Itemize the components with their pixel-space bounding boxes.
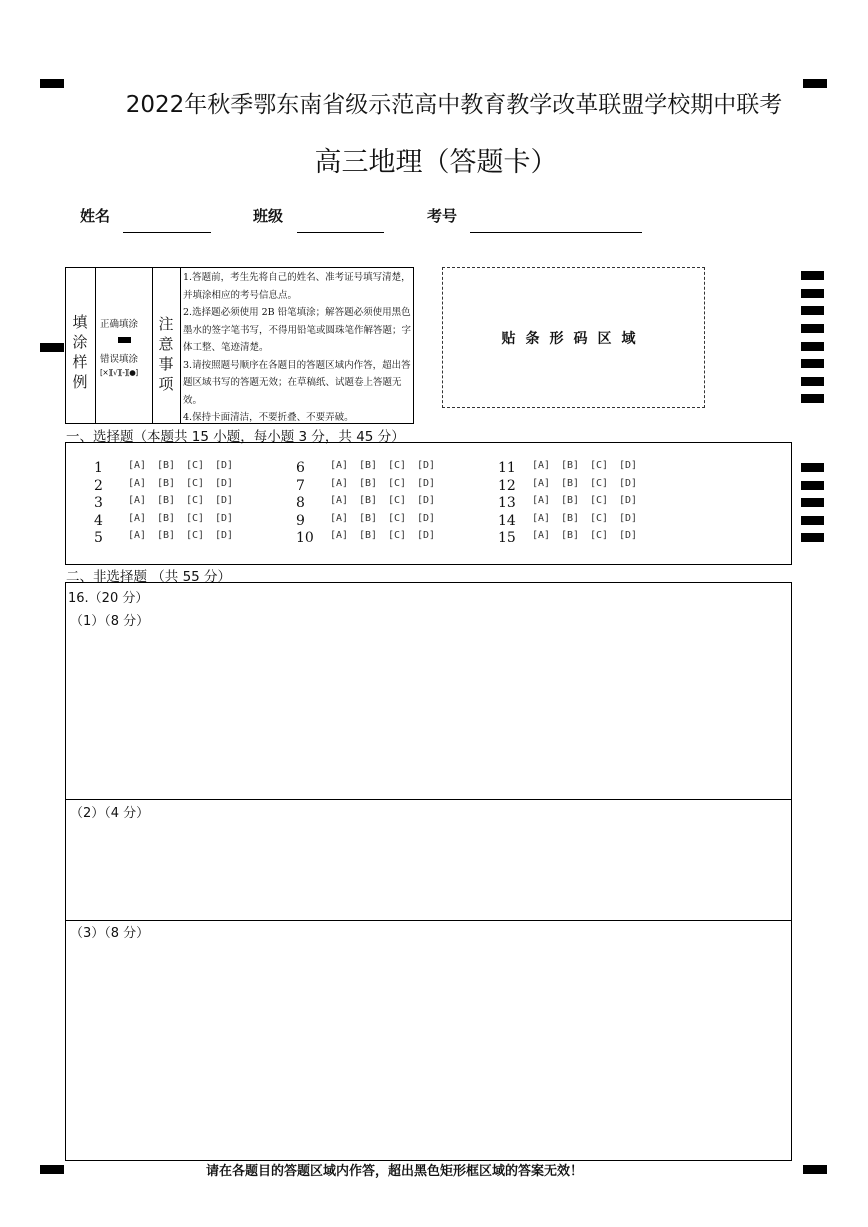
- option-bubble-a[interactable]: [A]: [532, 530, 551, 541]
- choice-question-row: [94, 530, 294, 546]
- option-bubble-b[interactable]: [B]: [359, 478, 378, 489]
- option-bubble-c[interactable]: [C]: [388, 513, 407, 524]
- notice-item: 3.请按照题号顺序在各题目的答题区域内作答，超出答题区域书写的答题无效；在草稿纸、试题卷上答题无效。: [183, 359, 411, 406]
- question-number: 6: [296, 460, 305, 476]
- option-bubble-d[interactable]: [D]: [417, 513, 436, 524]
- choice-question-row: [498, 513, 698, 529]
- part-2-label: （2）（4 分）: [70, 806, 150, 821]
- option-bubble-a[interactable]: [A]: [330, 513, 349, 524]
- choice-question-row: [296, 495, 496, 511]
- exam-no-label: 考号: [427, 207, 458, 225]
- notice-item: 2.选择题必须使用 2B 铅笔填涂；解答题必须使用黑色墨水的签字笔书写，不得用铅笔或圆珠笔作解答题；字体工整、笔迹清楚。: [183, 307, 412, 353]
- question-number: 9: [296, 513, 305, 529]
- timing-mark: [801, 516, 824, 525]
- option-bubble-c[interactable]: [C]: [590, 513, 609, 524]
- question-number: 14: [498, 513, 516, 529]
- timing-mark: [801, 394, 824, 403]
- correct-fill-label: 正确填涂: [100, 319, 139, 330]
- fill-example-cell: [96, 268, 153, 423]
- timing-mark: [801, 481, 824, 490]
- option-bubble-d[interactable]: [D]: [215, 530, 234, 541]
- option-bubble-c[interactable]: [C]: [388, 530, 407, 541]
- question-number: 13: [498, 495, 516, 511]
- choice-question-row: [498, 478, 698, 494]
- timing-mark: [801, 306, 824, 315]
- option-bubble-a[interactable]: [A]: [128, 513, 147, 524]
- option-bubble-b[interactable]: [B]: [359, 513, 378, 524]
- question-number: 15: [498, 530, 516, 546]
- option-bubble-b[interactable]: [B]: [359, 460, 378, 471]
- option-bubble-a[interactable]: [A]: [330, 460, 349, 471]
- timing-mark: [801, 533, 824, 542]
- answer-area-part-2[interactable]: [66, 800, 791, 921]
- option-bubble-a[interactable]: [A]: [532, 460, 551, 471]
- choice-question-row: [94, 460, 294, 476]
- option-bubble-a[interactable]: [A]: [532, 478, 551, 489]
- choice-question-row: [498, 460, 698, 476]
- timing-mark: [803, 1165, 827, 1174]
- exam-no-field[interactable]: [470, 232, 642, 233]
- option-bubble-c[interactable]: [C]: [590, 460, 609, 471]
- question-number: 10: [296, 530, 314, 546]
- option-bubble-a[interactable]: [A]: [330, 478, 349, 489]
- option-bubble-b[interactable]: [B]: [157, 530, 176, 541]
- timing-mark: [40, 1165, 64, 1174]
- question-number: 4: [94, 513, 103, 529]
- answer-area-part-3[interactable]: [66, 921, 791, 1160]
- choice-question-row: [94, 495, 294, 511]
- name-field[interactable]: [123, 232, 211, 233]
- option-bubble-d[interactable]: [D]: [619, 495, 638, 506]
- notice-heading: 注意事项: [158, 315, 174, 393]
- open-answer-box: [65, 582, 792, 1161]
- option-bubble-d[interactable]: [D]: [619, 530, 638, 541]
- option-bubble-a[interactable]: [A]: [128, 478, 147, 489]
- choice-question-row: [296, 478, 496, 494]
- option-bubble-d[interactable]: [D]: [215, 513, 234, 524]
- correct-fill-sample: [118, 337, 131, 343]
- option-bubble-d[interactable]: [D]: [417, 495, 436, 506]
- question-16-label: 16.（20 分）: [68, 591, 149, 606]
- option-bubble-a[interactable]: [A]: [330, 530, 349, 541]
- option-bubble-c[interactable]: [C]: [186, 495, 205, 506]
- choice-question-row: [498, 530, 698, 546]
- option-bubble-a[interactable]: [A]: [128, 495, 147, 506]
- option-bubble-b[interactable]: [B]: [157, 495, 176, 506]
- wrong-fill-label: 错误填涂: [100, 354, 139, 365]
- question-number: 7: [296, 478, 305, 494]
- notice-item: 1.答题前，考生先将自己的姓名、准考证号填写清楚，并填涂相应的考号信息点。: [183, 272, 411, 301]
- option-bubble-d[interactable]: [D]: [619, 478, 638, 489]
- option-bubble-c[interactable]: [C]: [388, 478, 407, 489]
- option-bubble-d[interactable]: [D]: [417, 530, 436, 541]
- choice-question-row: [296, 530, 496, 546]
- notice-item: 4.保持卡面清洁，不要折叠、不要弄破。: [183, 412, 354, 423]
- choice-question-row: [296, 513, 496, 529]
- timing-mark: [801, 271, 824, 280]
- notice-heading-cell: [153, 268, 181, 423]
- part-1-label: （1）（8 分）: [70, 614, 150, 629]
- question-number: 2: [94, 478, 103, 494]
- option-bubble-b[interactable]: [B]: [359, 495, 378, 506]
- choice-question-row: [94, 513, 294, 529]
- option-bubble-d[interactable]: [D]: [215, 478, 234, 489]
- barcode-label: 贴条形码区域: [501, 330, 646, 347]
- option-bubble-d[interactable]: [D]: [417, 460, 436, 471]
- option-bubble-c[interactable]: [C]: [590, 530, 609, 541]
- option-bubble-b[interactable]: [B]: [561, 513, 580, 524]
- wrong-fill-samples: [×][√][-][●]: [100, 368, 138, 377]
- timing-mark: [801, 359, 824, 368]
- option-bubble-b[interactable]: [B]: [561, 478, 580, 489]
- section1-title: 一、选择题（本题共 15 小题，每小题 3 分，共 45 分）: [66, 429, 405, 445]
- question-number: 12: [498, 478, 516, 494]
- answer-sheet-title: 高三地理（答题卡）: [314, 147, 558, 178]
- notice-text: [183, 269, 413, 427]
- fill-example-heading-cell: [66, 268, 96, 423]
- option-bubble-a[interactable]: [A]: [128, 460, 147, 471]
- option-bubble-b[interactable]: [B]: [561, 495, 580, 506]
- option-bubble-b[interactable]: [B]: [157, 478, 176, 489]
- question-number: 8: [296, 495, 305, 511]
- option-bubble-c[interactable]: [C]: [186, 460, 205, 471]
- choice-question-row: [498, 495, 698, 511]
- instructions-box: [65, 267, 414, 424]
- fill-example-heading: 填涂样例: [72, 313, 88, 391]
- class-field[interactable]: [297, 232, 384, 233]
- option-bubble-c[interactable]: [C]: [186, 530, 205, 541]
- option-bubble-a[interactable]: [A]: [330, 495, 349, 506]
- option-bubble-a[interactable]: [A]: [128, 530, 147, 541]
- timing-mark: [801, 289, 824, 298]
- option-bubble-c[interactable]: [C]: [590, 495, 609, 506]
- option-bubble-d[interactable]: [D]: [619, 513, 638, 524]
- option-bubble-b[interactable]: [B]: [561, 530, 580, 541]
- option-bubble-c[interactable]: [C]: [590, 478, 609, 489]
- option-bubble-a[interactable]: [A]: [532, 513, 551, 524]
- barcode-area[interactable]: [442, 267, 705, 408]
- question-number: 3: [94, 495, 103, 511]
- option-bubble-b[interactable]: [B]: [359, 530, 378, 541]
- option-bubble-d[interactable]: [D]: [619, 460, 638, 471]
- footer-warning: 请在各题目的答题区域内作答，超出黑色矩形框区域的答案无效！: [206, 1164, 584, 1179]
- option-bubble-d[interactable]: [D]: [417, 478, 436, 489]
- question-number: 5: [94, 530, 103, 546]
- multiple-choice-box: [65, 442, 792, 565]
- choice-question-row: [94, 478, 294, 494]
- name-label: 姓名: [80, 207, 111, 225]
- option-bubble-b[interactable]: [B]: [157, 513, 176, 524]
- timing-mark: [801, 324, 824, 333]
- option-bubble-c[interactable]: [C]: [186, 478, 205, 489]
- timing-mark: [801, 463, 824, 472]
- choice-question-row: [296, 460, 496, 476]
- question-number: 1: [94, 460, 103, 476]
- part-3-label: （3）（8 分）: [70, 926, 150, 941]
- option-bubble-d[interactable]: [D]: [215, 460, 234, 471]
- answer-area-part-1[interactable]: [66, 583, 791, 800]
- section2-title: 二、非选择题 （共 55 分）: [66, 569, 232, 585]
- option-bubble-a[interactable]: [A]: [532, 495, 551, 506]
- option-bubble-c[interactable]: [C]: [388, 460, 407, 471]
- option-bubble-d[interactable]: [D]: [215, 495, 234, 506]
- option-bubble-c[interactable]: [C]: [186, 513, 205, 524]
- option-bubble-b[interactable]: [B]: [157, 460, 176, 471]
- timing-mark: [40, 343, 64, 352]
- timing-mark: [801, 498, 824, 507]
- exam-title: 2022年秋季鄂东南省级示范高中教育教学改革联盟学校期中联考: [125, 92, 783, 118]
- option-bubble-c[interactable]: [C]: [388, 495, 407, 506]
- timing-mark: [801, 342, 824, 351]
- option-bubble-b[interactable]: [B]: [561, 460, 580, 471]
- timing-mark: [801, 377, 824, 386]
- question-number: 11: [498, 460, 516, 476]
- class-label: 班级: [253, 207, 284, 225]
